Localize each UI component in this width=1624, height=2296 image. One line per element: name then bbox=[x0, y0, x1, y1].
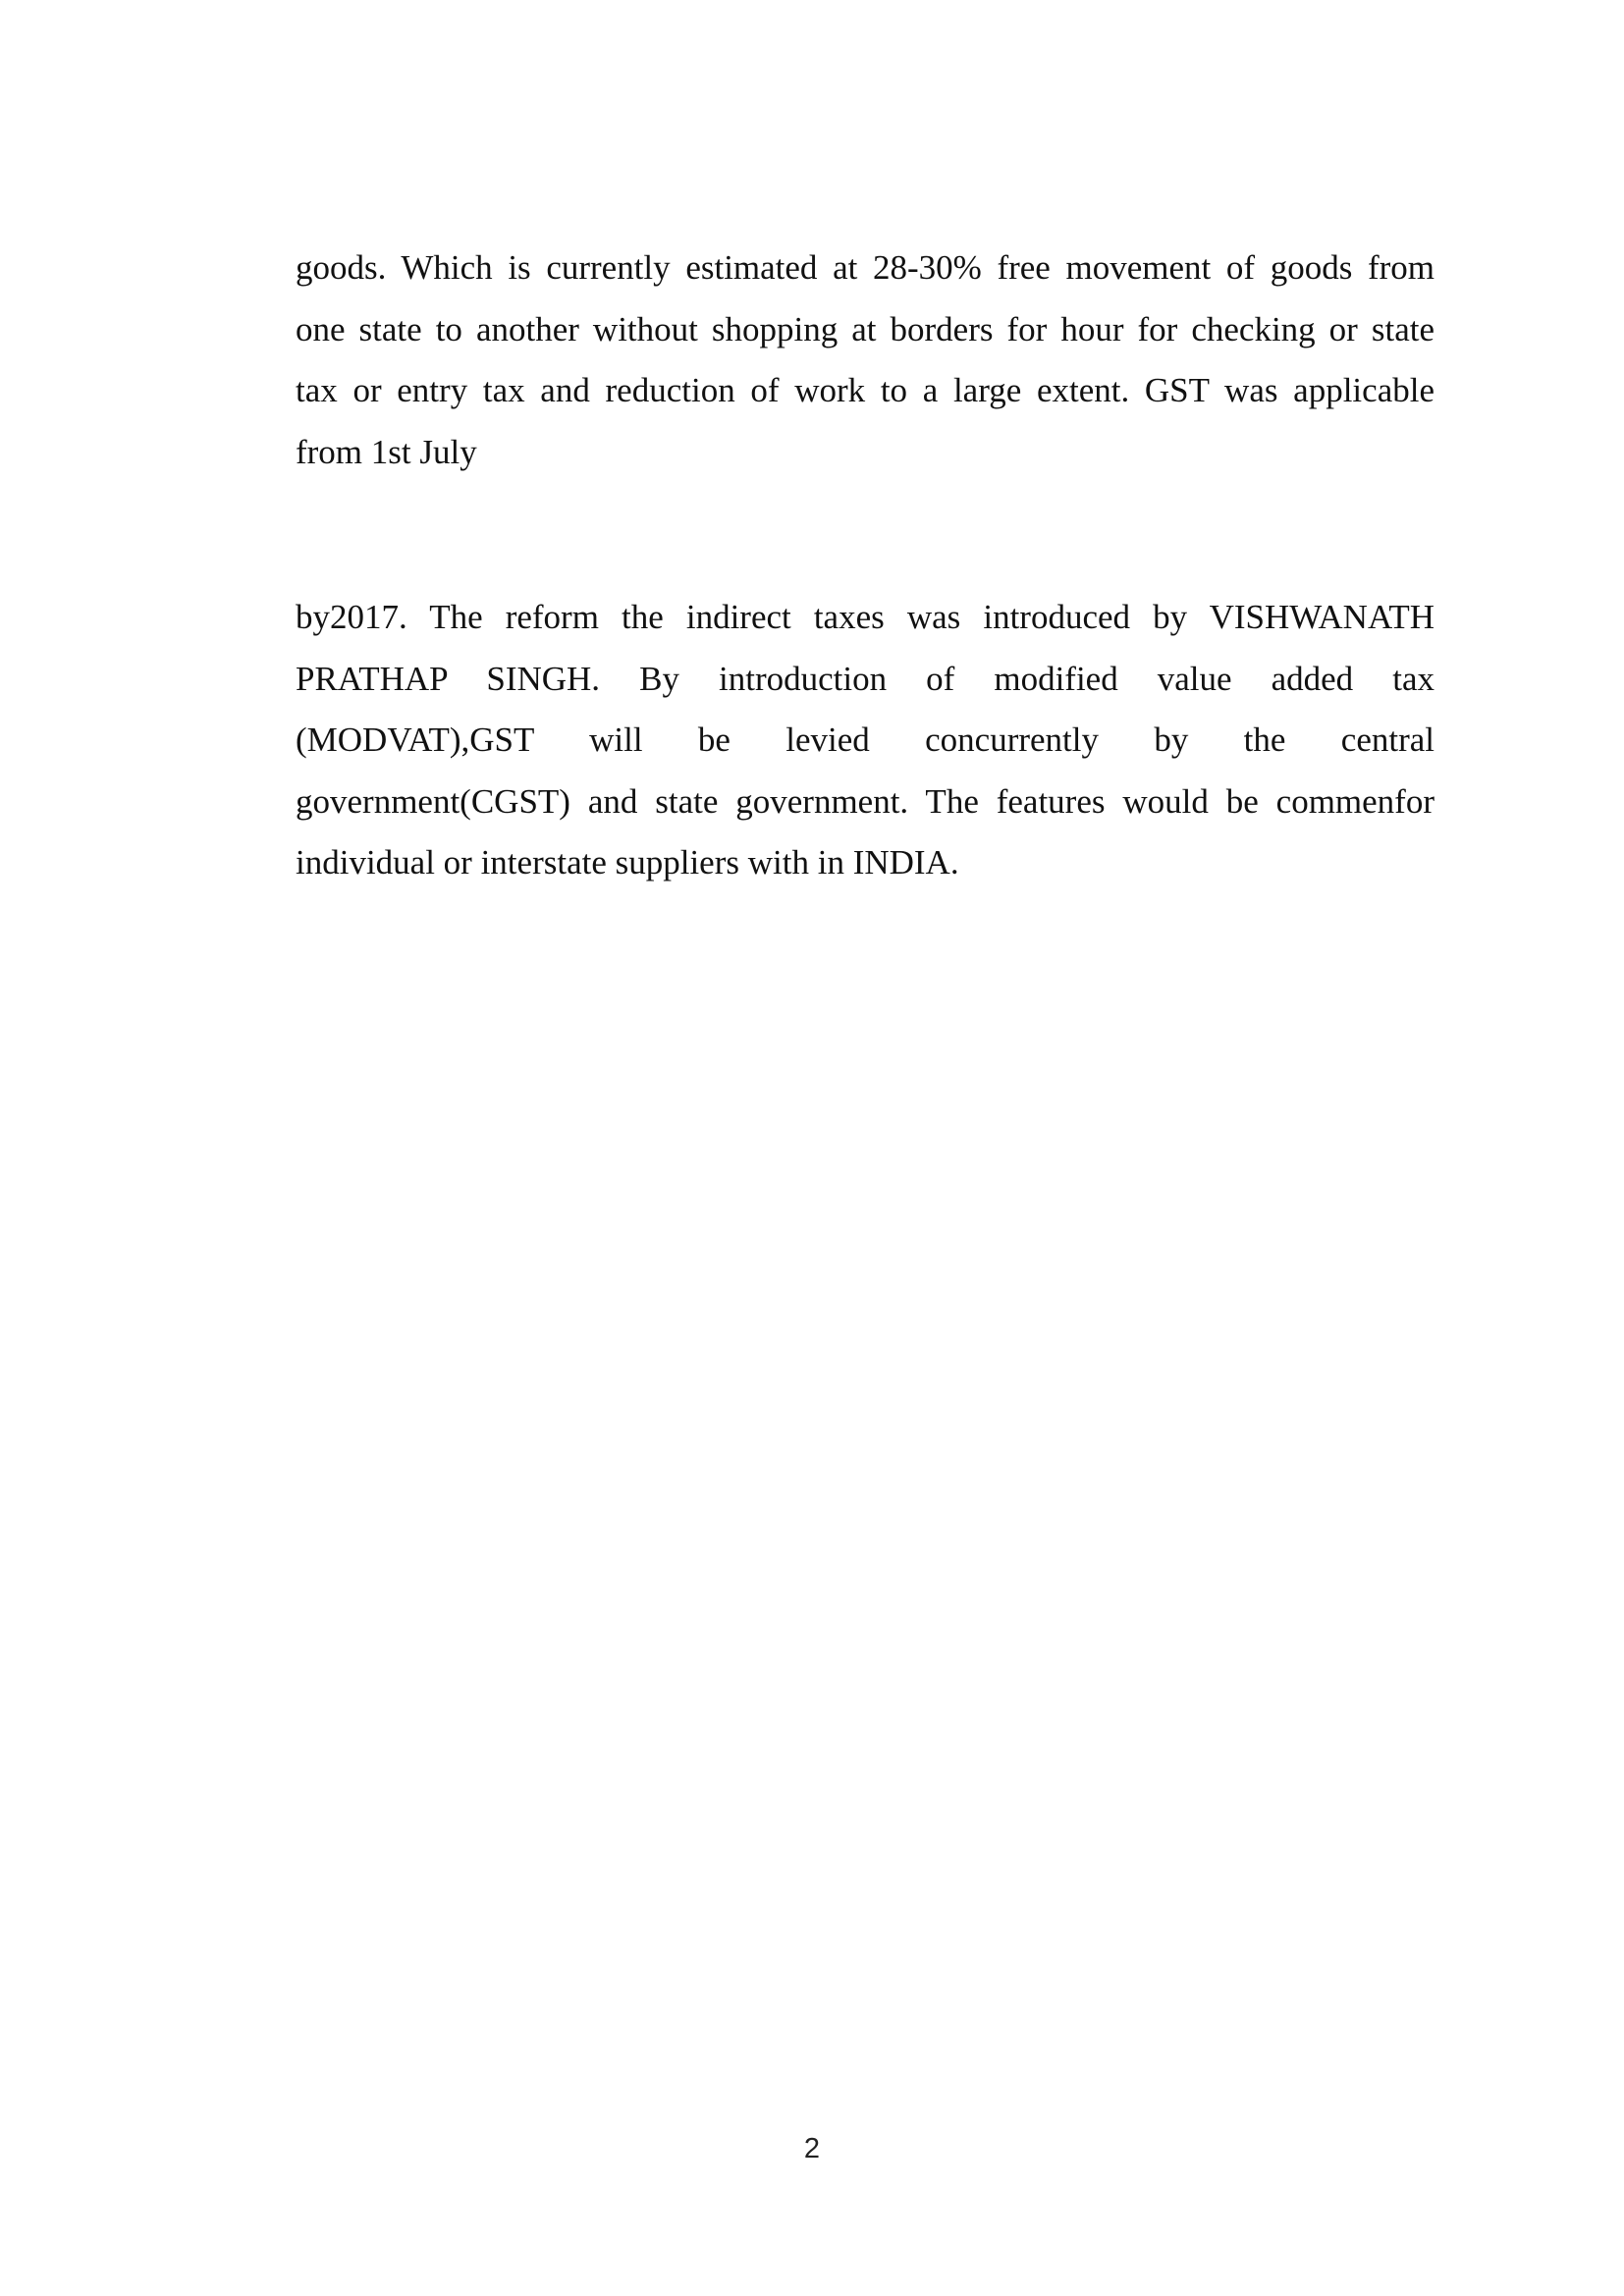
page-number: 2 bbox=[803, 2133, 821, 2164]
paragraph-1-line-3: tax or entry tax and reduction of work to a large extent. GST was applicable bbox=[296, 371, 1435, 409]
paragraph-1-line-1: goods. Which is currently estimated at 28-30% free movement of goods from bbox=[296, 248, 1435, 287]
paragraph-2-line-3: (MODVAT),GST will be levied concurrently by the central bbox=[296, 721, 1435, 759]
paragraph-1-line-2: one state to another without shopping at borders for hour for checking or state bbox=[296, 309, 1435, 348]
paragraph-2 bbox=[296, 587, 1435, 894]
paragraph-2-line-4: government(CGST) and state government. The features would be commenfor bbox=[296, 781, 1435, 821]
paragraph-1-line-4: from 1st July bbox=[296, 432, 477, 471]
paragraph-1 bbox=[296, 238, 1435, 483]
paragraph-2-line-2: PRATHAP SINGH. By introduction of modified value added tax bbox=[296, 659, 1435, 698]
paragraph-2-line-1: by2017. The reform the indirect taxes was introduced by VISHWANATH bbox=[296, 598, 1435, 636]
paragraph-2-line-5: individual or interstate suppliers with in INDIA. bbox=[296, 843, 959, 881]
